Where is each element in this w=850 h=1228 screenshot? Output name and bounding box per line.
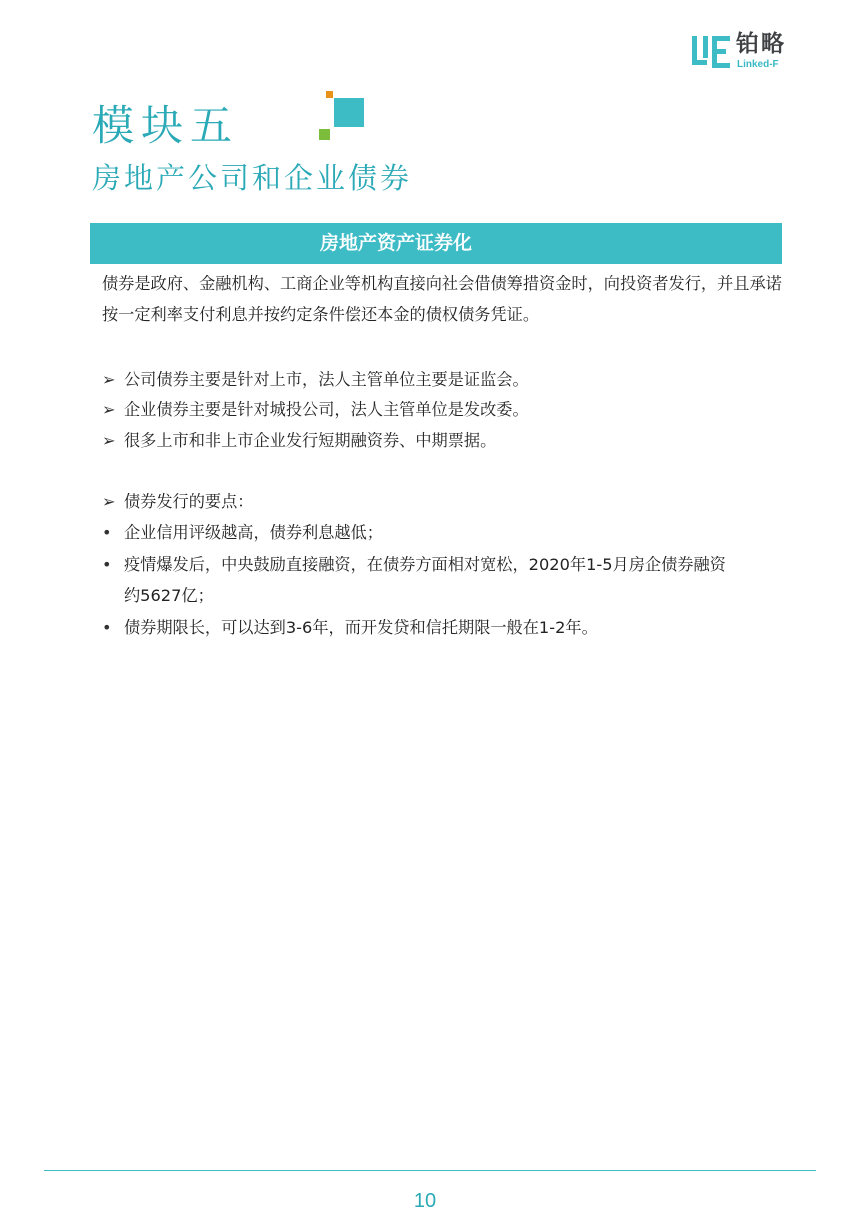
essentials-heading: ➢ 债券发行的要点： [102,486,254,517]
list-item: • 企业信用评级越高，债券利息越低； [102,517,383,548]
module-subtitle: 房地产公司和企业债券 [92,161,413,195]
intro-paragraph: 债券是政府、金融机构、工商企业等机构直接向社会借债筹措资金时，向投资者发行，并且承诺按一定利率支付利息并按约定条件偿还本金的债权债务凭证。 [102,274,782,324]
arrow-bullet-icon: ➢ [102,431,116,450]
list-item: ➢ 企业债券主要是针对城投公司，法人主管单位是发改委。 [102,394,529,425]
decorative-squares-icon [300,86,370,146]
arrow-bullet-icon: ➢ [102,492,116,511]
brand-mark-icon [692,32,732,72]
list-item: • 疫情爆发后，中央鼓励直接融资，在债券方面相对宽松，2020年1-5月房企债券融资 [102,549,726,580]
brand-logo [692,30,812,74]
module-title: 模块五 [92,101,240,150]
page-number: 10 [413,1190,437,1212]
dot-bullet-icon: • [102,618,112,637]
brand-name-cn: 铂略 [736,31,786,57]
footer-divider [44,1170,816,1171]
list-item-continuation: 约5627亿； [124,586,214,605]
section-banner-title: 房地产资产证券化 [319,232,472,254]
brand-name-en: Linked-F [737,59,779,70]
arrow-bullet-icon: ➢ [102,400,116,419]
arrow-bullet-icon: ➢ [102,370,116,389]
list-item: ➢ 公司债券主要是针对上市，法人主管单位主要是证监会。 [102,364,529,395]
list-item: ➢ 很多上市和非上市企业发行短期融资券、中期票据。 [102,425,496,456]
section-banner [90,223,782,264]
dot-bullet-icon: • [102,523,112,542]
list-item: • 债券期限长，可以达到3-6年，而开发贷和信托期限一般在1-2年。 [102,612,598,643]
dot-bullet-icon: • [102,555,112,574]
